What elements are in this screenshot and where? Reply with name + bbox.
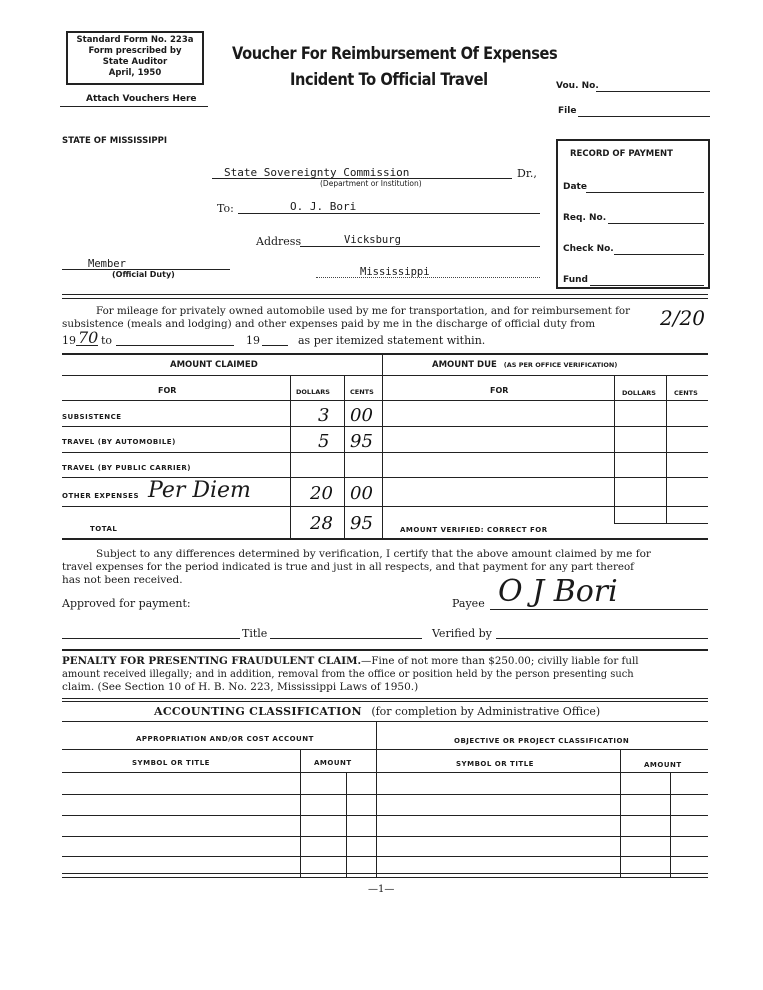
subsistence-dollars[interactable]: 3 <box>318 405 330 426</box>
other-expenses-desc[interactable]: Per Diem <box>148 478 251 503</box>
form-number-line: State Auditor <box>102 57 168 67</box>
to-label: To: <box>217 202 234 215</box>
penalty-heading: PENALTY FOR PRESENTING FRAUDULENT CLAIM. <box>62 655 362 667</box>
objective-header: OBJECTIVE OR PROJECT CLASSIFICATION <box>454 737 630 745</box>
record-fund-label: Fund <box>563 275 588 285</box>
to-date-field[interactable] <box>116 345 234 346</box>
travel-auto-label: TRAVEL (BY AUTOMOBILE) <box>62 438 176 446</box>
address-value-2[interactable]: Mississippi <box>360 266 430 278</box>
penalty-text <box>62 655 639 667</box>
certify-text-2: travel expenses for the period indicated is true and just in all respects, and that payment for any part thereof <box>62 561 634 573</box>
title-field[interactable] <box>270 638 422 639</box>
accounting-title-main: ACCOUNTING CLASSIFICATION <box>154 705 362 718</box>
penalty-text-1: —Fine of not more than $250.00; civilly liable for full <box>361 655 639 667</box>
record-check-field[interactable] <box>614 254 704 255</box>
verified-by-label: Verified by <box>432 627 492 640</box>
record-req-field[interactable] <box>608 223 704 224</box>
claimed-cents-header: CENTS <box>350 388 374 396</box>
subsistence-cents[interactable]: 00 <box>350 405 373 426</box>
itemized-statement-text: as per itemized statement within. <box>298 334 486 347</box>
dr-label: Dr., <box>517 167 537 180</box>
year-prefix: 19 <box>62 334 76 347</box>
verified-by-field[interactable] <box>496 638 708 639</box>
left-symbol-header: SYMBOL OR TITLE <box>132 759 210 767</box>
right-amount-header: AMOUNT <box>644 761 682 769</box>
amount-due-note: (AS PER OFFICE VERIFICATION) <box>503 361 618 369</box>
claimed-dollars-header: DOLLARS <box>296 388 330 396</box>
record-date-field[interactable] <box>586 192 704 193</box>
penalty-text-3: claim. (See Section 10 of H. B. No. 223, Mississippi Laws of 1950.) <box>62 681 419 693</box>
travel-auto-cents[interactable]: 95 <box>350 431 373 452</box>
address-value[interactable]: Vicksburg <box>344 234 401 246</box>
state-label: STATE OF MISSISSIPPI <box>62 136 168 146</box>
travel-public-label: TRAVEL (BY PUBLIC CARRIER) <box>62 464 191 472</box>
file-label: File <box>558 106 577 116</box>
record-req-label: Req. No. <box>563 213 607 223</box>
record-title: RECORD OF PAYMENT <box>570 149 673 159</box>
form-title-line2: Incident To Official Travel <box>290 70 488 90</box>
attach-vouchers-label: Attach Vouchers Here <box>86 94 197 104</box>
due-dollars-header: DOLLARS <box>622 389 656 397</box>
amount-due-header <box>432 360 617 370</box>
form-number-line: April, 1950 <box>108 68 162 78</box>
accounting-subtitle: (for completion by Administrative Office) <box>371 705 601 718</box>
payee-label: Payee <box>452 597 485 610</box>
record-check-label: Check No. <box>563 244 614 254</box>
amount-verified-label: AMOUNT VERIFIED: CORRECT FOR <box>400 526 548 534</box>
certify-text-3: has not been received. <box>62 574 183 586</box>
mileage-text-2: subsistence (meals and lodging) and other expenses paid by me in the discharge of official duty from <box>62 318 596 330</box>
to-date-label: to <box>101 334 113 347</box>
official-duty-caption: (Official Duty) <box>112 270 175 279</box>
form-number-line: Standard Form No. 223a <box>76 35 194 45</box>
voucher-number-label: Vou. No. <box>556 81 599 91</box>
appropriation-header: APPROPRIATION AND/OR COST ACCOUNT <box>136 735 314 743</box>
right-symbol-header: SYMBOL OR TITLE <box>456 760 534 768</box>
left-amount-header: AMOUNT <box>314 759 352 767</box>
total-dollars[interactable]: 28 <box>310 513 333 534</box>
total-label: TOTAL <box>90 525 118 533</box>
amount-claimed-header: AMOUNT CLAIMED <box>170 360 258 370</box>
claimed-for-header: FOR <box>158 386 177 395</box>
accounting-title <box>154 705 600 718</box>
form-number-box <box>66 31 204 85</box>
year-value[interactable]: 70 <box>78 328 99 347</box>
form-number-line: Form prescribed by <box>88 46 182 56</box>
official-duty-value[interactable]: Member <box>88 258 126 270</box>
other-expenses-cents[interactable]: 00 <box>350 483 373 504</box>
record-of-payment-box <box>556 139 710 289</box>
due-cents-header: CENTS <box>674 389 698 397</box>
title-label: Title <box>242 627 268 640</box>
record-fund-field[interactable] <box>590 285 704 286</box>
department-value[interactable]: State Sovereignty Commission <box>224 166 410 179</box>
travel-auto-dollars[interactable]: 5 <box>318 431 330 452</box>
mileage-text-1: For mileage for privately owned automobile used by me for transportation, and for reimbursement for <box>96 305 631 317</box>
other-expenses-dollars[interactable]: 20 <box>310 483 333 504</box>
voucher-number-field[interactable] <box>596 91 710 92</box>
payee-signature[interactable]: O J Bori <box>498 574 618 609</box>
record-date-label: Date <box>563 182 587 192</box>
subsistence-label: SUBSISTENCE <box>62 413 122 421</box>
amount-due-title: AMOUNT DUE <box>432 360 497 370</box>
form-title-line1: Voucher For Reimbursement Of Expenses <box>232 44 558 64</box>
total-cents[interactable]: 95 <box>350 513 373 534</box>
to-value[interactable]: O. J. Bori <box>290 200 357 213</box>
year2-prefix: 19 <box>246 334 260 347</box>
other-expenses-label: OTHER EXPENSES <box>62 492 140 500</box>
certify-text-1: Subject to any differences determined by verification, I certify that the above amount claimed by me for <box>96 548 651 560</box>
page-number: —1— <box>368 884 395 895</box>
address-label: Address <box>256 235 302 248</box>
from-date-value[interactable]: 2/20 <box>660 306 705 330</box>
approved-label: Approved for payment: <box>62 597 191 610</box>
department-caption: (Department or Institution) <box>320 179 422 188</box>
due-for-header: FOR <box>490 386 509 395</box>
penalty-text-2: amount received illegally; and in addition, removal from the office or position held by the person presenting such <box>62 668 634 680</box>
file-field[interactable] <box>578 116 710 117</box>
